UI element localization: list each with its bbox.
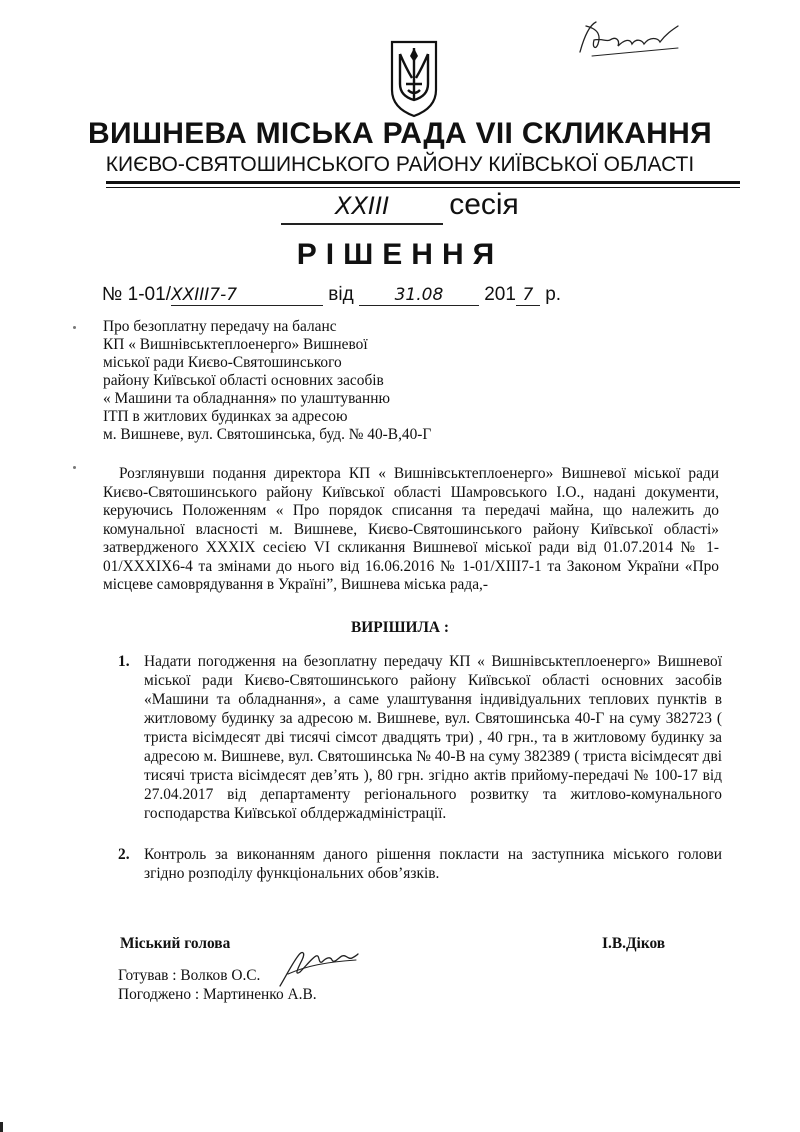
resolved-heading: ВИРІШИЛА : [350,619,450,636]
subject-line: Про безоплатну передачу на баланс [103,318,337,335]
session-line [0,188,800,225]
decision-year-prefix: 201 [484,284,516,305]
decision-number-prefix: № 1-01/ [102,284,171,305]
header-rule-thick [106,181,740,184]
scan-edge-mark [0,1122,3,1132]
signature-name: І.В.Діков [602,935,666,952]
decision-date-label: від [328,284,354,305]
subject-line: КП « Вишнівськтеплоенерго» Вишневої [103,336,368,353]
session-number-handwritten: XXIII [281,189,443,225]
decision-year-handwritten: 7 [516,285,540,306]
agreed-by: Погоджено : Мартиненко А.В. [118,986,317,1003]
subject-line: ІТП в житлових будинках за адресою [103,408,348,425]
item-text: Контроль за виконанням даного рішення покласти на заступника міського голови згідно розподілу функціональних обов’язків. [144,846,722,882]
decision-title: РІШЕННЯ [296,238,504,271]
scan-dot [73,326,76,329]
handwritten-corner-note [572,18,682,62]
decision-date-handwritten: 31.08 [359,285,479,306]
handwritten-signature [276,946,360,992]
council-district: КИЄВО-СВЯТОШИНСЬКОГО РАЙОНУ КИЇВСЬКОЇ ОБЛАСТІ [105,153,695,176]
resolution-item [118,845,722,883]
decision-year-suffix: р. [545,284,562,305]
prepared-by: Готував : Волков О.С. [118,967,261,984]
subject-line: м. Вишневе, вул. Святошинська, буд. № 40-В,40-Г [103,426,432,443]
item-text: Надати погодження на безоплатну передачу КП « Вишнівськтеплоенерго» Вишневої міської ради Києво-Святошинського району Київської області основних засобів «Машини та обладнання», а саме улаштування індивідуальних теплових пунктів в житловому будинку за адресою м. Вишневе, вул. Святошинська 40-Г на суму 382723 ( триста вісімдесят дві тисячі сімсот двадцять три) , 40 грн., та в житловому будинку за адресою м. Вишневе, вул. Святошинська № 40-В на суму 382389 ( триста вісімдесят дві тисячі триста вісімдесят дев’ять ), 80 грн. згідно актів прийому-передачі № 100-17 від 27.04.2017 від департаменту регіонального розвитку та житлово-комунального господарства Київської облдержадміністрації. [144,653,722,822]
trident-emblem-icon [388,38,440,118]
council-title: ВИШНЕВА МІСЬКА РАДА VII СКЛИКАННЯ [88,117,712,150]
resolution-item [118,652,722,823]
decision-number-line [102,284,561,306]
decision-subject [103,318,463,444]
item-number: 1. [118,653,130,670]
session-label: сесія [449,188,519,221]
subject-line: району Київської області основних засобів [103,372,384,389]
resolution-items [118,652,722,883]
scan-dot [73,466,76,469]
subject-line: міської ради Києво-Святошинського [103,354,342,371]
item-number: 2. [118,846,130,863]
decision-number-handwritten: XXIII7-7 [171,285,323,306]
subject-line: « Машини та обладнання» по улаштуванню [103,390,390,407]
preamble-paragraph: Розглянувши подання директора КП « Вишнівськтеплоенерго» Вишневої міської ради Києво-Святошинського району Київської області Шамровського І.О., надані документи, керуючись Положенням « Про порядок списання та передачі майна, що належить до комунальної власності м. Вишневе, Києво-Святошинського району Київської області» затвердженого XXXIX сесією VI скликання Вишневої міської ради від 01.07.2014 № 1-01/XXXIX6-4 та змінами до нього від 16.06.2016 № 1-01/XIII7-1 та Законом України «Про місцеве самоврядування в Україні”, Вишнева міська рада,- [103,465,719,593]
signature-position: Міський голова [120,935,231,952]
